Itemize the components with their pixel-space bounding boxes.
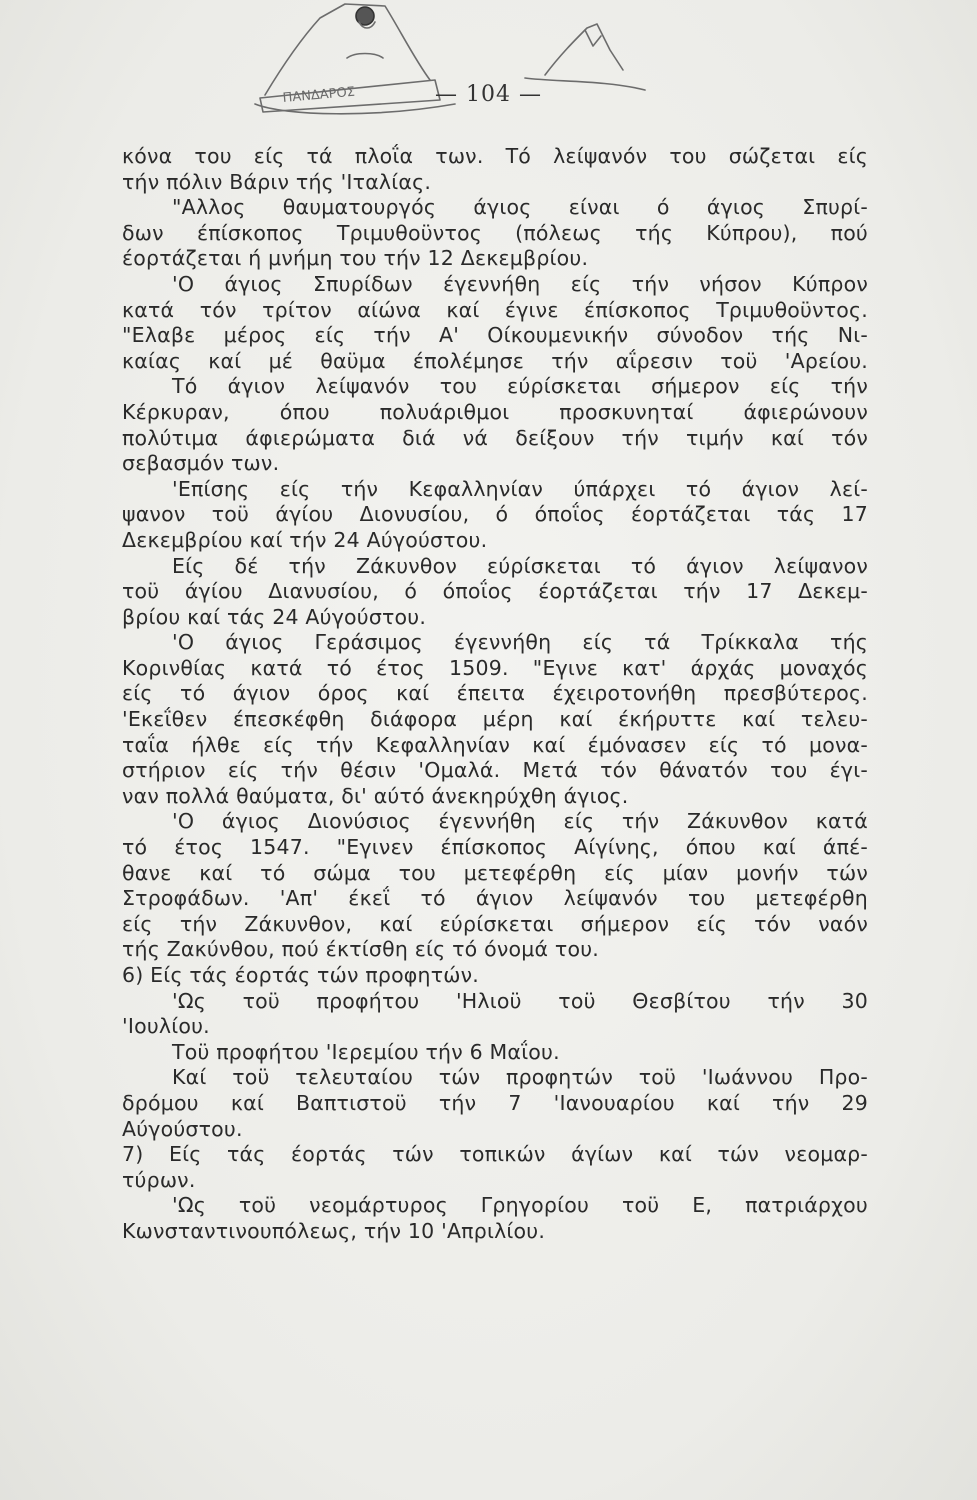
text-line: Τό άγιον λείψανόν του εύρίσκεται σήμερον είς τήν	[172, 374, 868, 399]
text-line: Κορινθίας κατά τό έτος 1509. "Εγινε κατ' άρχάς μοναχός	[122, 655, 868, 680]
page-number: — 104 —	[435, 82, 542, 107]
text-line: Κωνσταντινουπόλεως, τήν 10 'Απριλίου.	[122, 1218, 546, 1243]
text-line: είς τήν Ζάκυνθον, καί εύρίσκεται σήμερον είς τόν ναόν	[122, 911, 868, 936]
text-line: κόνα του είς τά πλοΐα των. Τό λείψανόν του σώζεται είς	[122, 144, 868, 168]
body-text	[122, 144, 868, 1245]
text-line: θανε καί τό σώμα του μετεφέρθη είς μίαν μονήν τών	[122, 860, 868, 885]
text-line: Αύγούστου.	[122, 1116, 243, 1141]
text-line: ταΐα ήλθε είς τήν Κεφαλληνίαν καί έμόνασεν είς τό μονα-	[122, 732, 868, 757]
text-line: κατά τόν τρίτον αίώνα καί έγινε έπίσκοπος Τριμυθοϋντος.	[122, 297, 868, 322]
text-line: Τοϋ προφήτου 'Ιερεμίου τήν 6 Μαΐου.	[172, 1039, 560, 1064]
text-line: 'Ως τοϋ νεομάρτυρος Γρηγορίου τοϋ Ε, πατριάρχου	[172, 1193, 868, 1218]
text-line: "Ελαβε μέρος είς τήν Α' Οίκουμενικήν σύνοδον τής Νι-	[122, 323, 868, 348]
text-line: τήν πόλιν Βάριν τής 'Ιταλίας.	[122, 169, 432, 194]
text-line: δων έπίσκοπος Τριμυθοϋντος (πόλεως τής Κύπρου), πού	[122, 220, 868, 245]
text-line: Στροφάδων. 'Απ' έκεΐ τό άγιον λείψανόν του μετεφέρθη	[122, 886, 868, 911]
text-line: 6) Είς τάς έορτάς τών προφητών.	[122, 963, 480, 987]
text-line: τοϋ άγίου Διανυσίου, ό όποΐος έορτάζεται τήν 17 Δεκεμ-	[122, 579, 868, 604]
text-line: ψανον τοϋ άγίου Διονυσίου, ό όποΐος έορτάζεται τάς 17	[122, 502, 868, 527]
text-line: είς τό άγιον όρος καί έπειτα έχειροτονήθη πρεσβύτερος.	[122, 681, 868, 706]
text-line: σεβασμόν των.	[122, 451, 280, 476]
text-line: βρίου καί τάς 24 Αύγούστου.	[122, 604, 427, 629]
text-line: 'Εκεΐθεν έπεσκέφθη διάφορα μέρη καί έκήρυττε καί τελευ-	[122, 707, 868, 732]
text-line: 'Ο άγιος Γεράσιμος έγεννήθη είς τά Τρίκκαλα τής	[172, 630, 868, 655]
sketch-caption: ΠΑΝΔΑΡΟΣ	[282, 84, 356, 106]
text-line: 'Επίσης είς τήν Κεφαλληνίαν ύπάρχει τό άγιον λεί-	[172, 476, 868, 501]
text-line: Είς δέ τήν Ζάκυνθον εύρίσκεται τό άγιον λείψανον	[172, 553, 868, 578]
text-line: τύρων.	[122, 1167, 196, 1192]
text-line: ναν πολλά θαύματα, δι' αύτό άνεκηρύχθη άγιος.	[122, 783, 629, 808]
text-line: Κέρκυραν, όπου πολυάριθμοι προσκυνηταί άφιερώνουν	[122, 399, 868, 424]
text-line: Καί τοϋ τελευταίου τών προφητών τοϋ 'Ιωάννου Προ-	[172, 1065, 868, 1090]
text-line: στήριον είς τήν θέσιν 'Ομαλά. Μετά τόν θάνατόν του έγι-	[122, 758, 868, 783]
text-line: πολύτιμα άφιερώματα διά νά δείξουν τήν τιμήν καί τόν	[122, 425, 868, 450]
text-line: 7) Είς τάς έορτάς τών τοπικών άγίων καί τών νεομαρ-	[122, 1142, 868, 1167]
text-line: "Αλλος θαυματουργός άγιος είναι ό άγιος Σπυρί-	[172, 195, 868, 220]
text-line: Δεκεμβρίου καί τήν 24 Αύγούστου.	[122, 527, 488, 552]
text-line: τής Ζακύνθου, πού έκτίσθη είς τό όνομά του.	[122, 937, 599, 962]
text-line: 'Ως τοϋ προφήτου 'Ηλιοϋ τοϋ Θεσβίτου τήν 30	[172, 988, 868, 1013]
text-line: 'Ο άγιος Σπυρίδων έγεννήθη είς τήν νήσον Κύπρον	[172, 271, 868, 296]
text-line: έορτάζεται ή μνήμη του τήν 12 Δεκεμβρίου.	[122, 246, 589, 271]
text-line: δρόμου καί Βαπτιστοϋ τήν 7 'Ιανουαρίου καί τήν 29	[122, 1090, 868, 1115]
text-line: 'Ιουλίου.	[122, 1014, 210, 1039]
text-line: καίας καί μέ θαϋμα έπολέμησε τήν αΐρεσιν τοϋ 'Αρείου.	[122, 348, 868, 373]
text-line: 'Ο άγιος Διονύσιος έγεννήθη είς τήν Ζάκυνθον κατά	[172, 809, 868, 834]
text-line: τό έτος 1547. "Εγινεν έπίσκοπος Αίγίνης, όπου καί άπέ-	[122, 835, 868, 860]
